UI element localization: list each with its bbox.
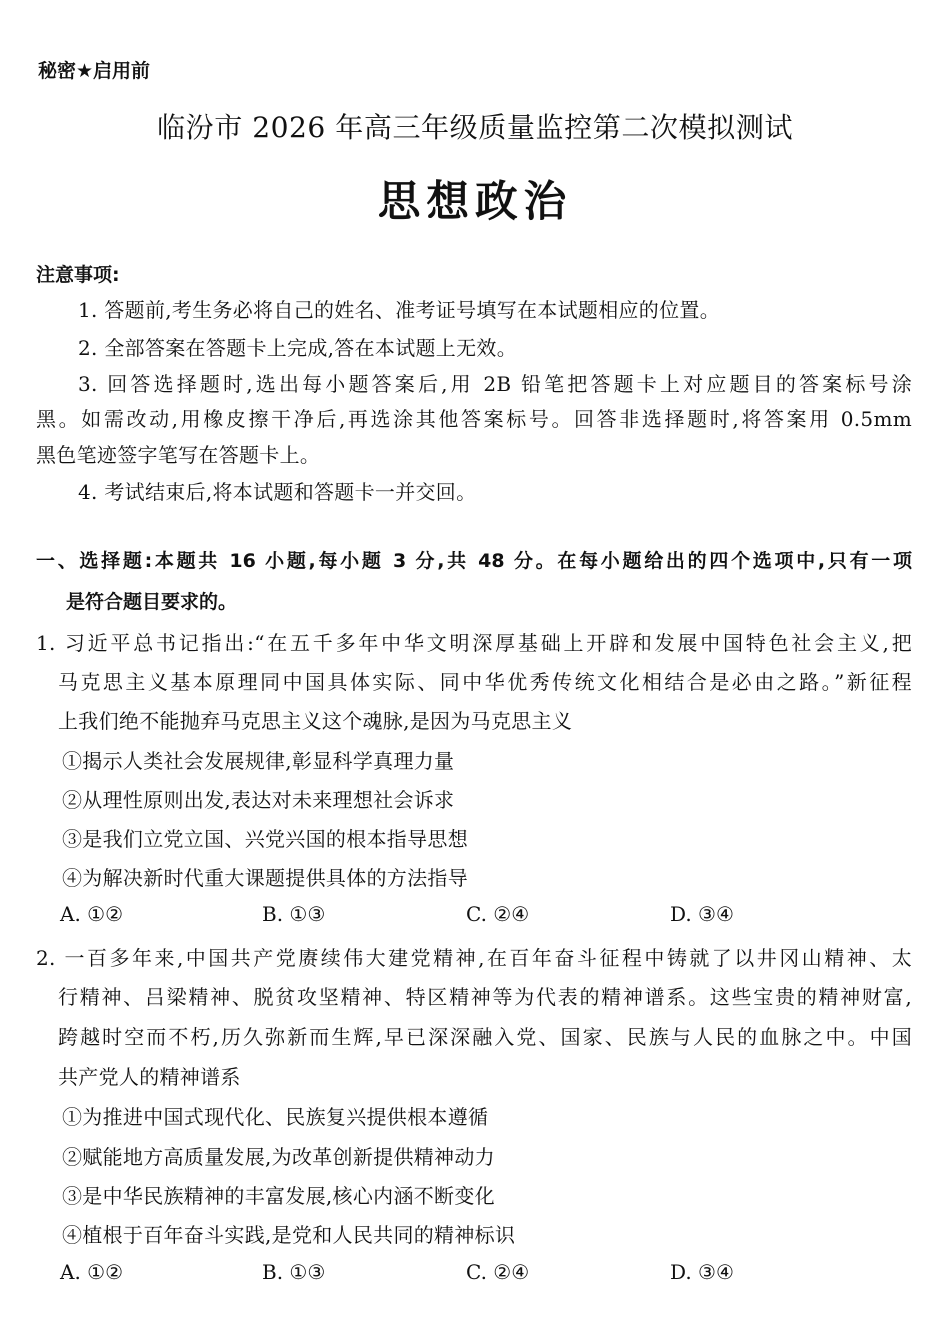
question-2-line-4: 共产党人的精神谱系	[58, 1065, 241, 1089]
question-1-option-c: C. ②④	[466, 902, 530, 926]
question-2-statement-1: ①为推进中国式现代化、民族复兴提供根本遵循	[62, 1105, 489, 1129]
question-2-line-3: 跨越时空而不朽,历久弥新而生辉,早已深深融入党、国家、民族与人民的血脉之中。中国	[58, 1025, 912, 1049]
question-1-line-3: 上我们绝不能抛弃马克思主义这个魂脉,是因为马克思主义	[58, 709, 573, 733]
question-1-statement-2: ②从理性原则出发,表达对未来理想社会诉求	[62, 788, 455, 812]
question-2-option-b: B. ①③	[262, 1260, 326, 1284]
question-2-statement-3: ③是中华民族精神的丰富发展,核心内涵不断变化	[62, 1184, 495, 1208]
notice-item-2: 2. 全部答案在答题卡上完成,答在本试题上无效。	[78, 336, 517, 360]
question-2-line-2: 行精神、吕梁精神、脱贫攻坚精神、特区精神等为代表的精神谱系。这些宝贵的精神财富,	[58, 985, 912, 1009]
notice-item-3-line-1: 3. 回答选择题时,选出每小题答案后,用 2B 铅笔把答题卡上对应题目的答案标号涂	[78, 372, 912, 396]
subject-title: 思想政治	[377, 177, 573, 227]
notice-heading: 注意事项:	[36, 264, 120, 286]
question-1-statement-1: ①揭示人类社会发展规律,彰显科学真理力量	[62, 749, 455, 773]
exam-title: 临汾市 2026 年高三年级质量监控第二次模拟测试	[157, 111, 793, 144]
notice-item-3-line-3: 黑色笔迹签字笔写在答题卡上。	[36, 443, 321, 467]
question-2-statement-2: ②赋能地方高质量发展,为改革创新提供精神动力	[62, 1145, 495, 1169]
question-2-statement-4: ④植根于百年奋斗实践,是党和人民共同的精神标识	[62, 1223, 516, 1247]
question-2-option-c: C. ②④	[466, 1260, 530, 1284]
notice-item-1: 1. 答题前,考生务必将自己的姓名、准考证号填写在本试题相应的位置。	[78, 298, 720, 322]
section-heading-line-1: 一、选择题:本题共 16 小题,每小题 3 分,共 48 分。在每小题给出的四个选项中,只有一项	[36, 550, 912, 572]
question-1-option-a: A. ①②	[60, 902, 124, 926]
question-2-option-a: A. ①②	[60, 1260, 124, 1284]
question-2-option-d: D. ③④	[670, 1260, 734, 1284]
question-1-option-d: D. ③④	[670, 902, 734, 926]
section-heading-line-2: 是符合题目要求的。	[66, 591, 238, 613]
question-1-statement-3: ③是我们立党立国、兴党兴国的根本指导思想	[62, 827, 468, 851]
notice-item-4: 4. 考试结束后,将本试题和答题卡一并交回。	[78, 480, 477, 504]
question-1-option-b: B. ①③	[262, 902, 326, 926]
question-1-statement-4: ④为解决新时代重大课题提供具体的方法指导	[62, 866, 468, 890]
question-1-line-2: 马克思主义基本原理同中国具体实际、同中华优秀传统文化相结合是必由之路。”新征程	[58, 670, 912, 694]
confidential-label: 秘密★启用前	[38, 60, 151, 82]
notice-item-3-line-2: 黑。如需改动,用橡皮擦干净后,再选涂其他答案标号。回答非选择题时,将答案用 0.5mm	[36, 407, 912, 431]
question-1-line-1: 1. 习近平总书记指出:“在五千多年中华文明深厚基础上开辟和发展中国特色社会主义,把	[36, 631, 912, 655]
question-2-line-1: 2. 一百多年来,中国共产党赓续伟大建党精神,在百年奋斗征程中铸就了以井冈山精神、太	[36, 946, 912, 970]
